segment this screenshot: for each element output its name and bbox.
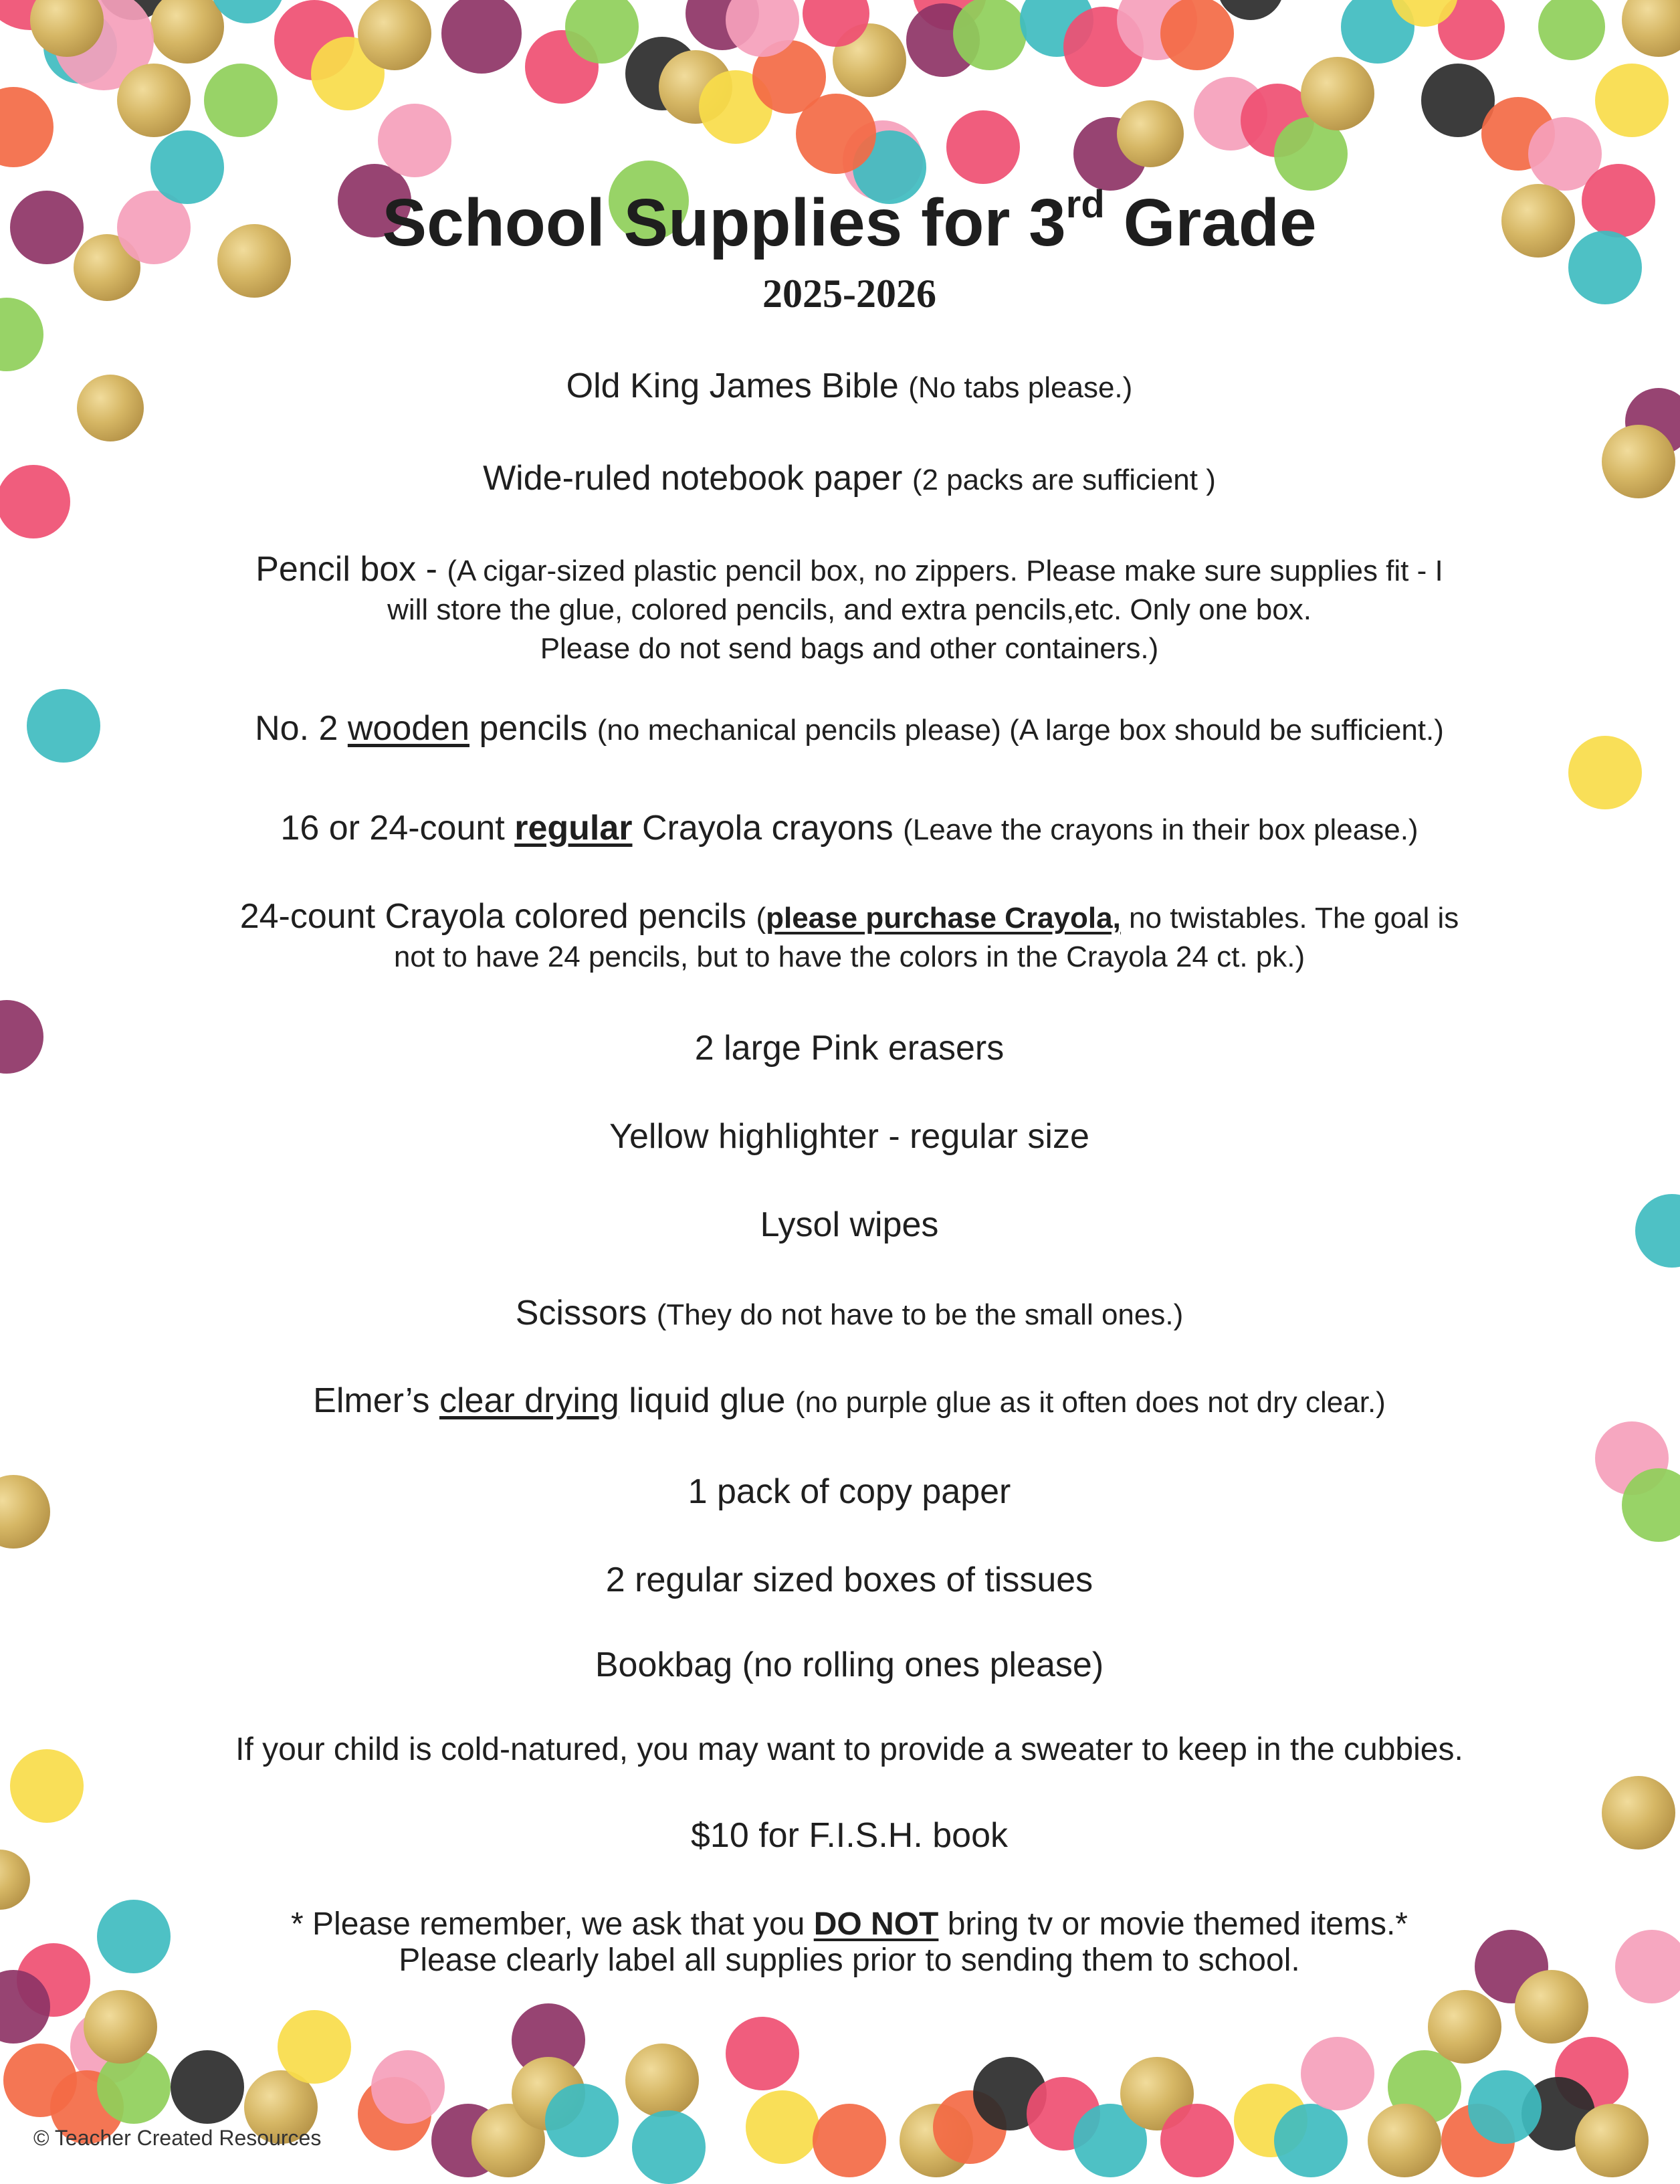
orange-dot (0, 87, 54, 167)
gold-glitter-dot (1602, 1776, 1675, 1850)
list-item-tissues: 2 regular sized boxes of tissues (605, 1561, 1093, 1599)
yellow-dot (10, 1749, 84, 1823)
gold-glitter-dot (77, 375, 144, 441)
charcoal-dot (171, 2050, 244, 2124)
teal-dot (27, 689, 100, 763)
pink-dot (946, 110, 1020, 184)
gold-glitter-dot (1117, 100, 1184, 167)
school-year: 2025-2026 (762, 272, 936, 316)
gold-glitter-dot (84, 1990, 157, 2064)
orange-dot (813, 2104, 886, 2177)
light-pink-dot (371, 2050, 445, 2124)
list-item-copy-paper: 1 pack of copy paper (688, 1472, 1011, 1511)
teal-dot (1274, 2104, 1348, 2177)
gold-glitter-dot (1428, 1990, 1501, 2064)
list-item-crayons: 16 or 24-count regular Crayola crayons (Leave the crayons in their box please.) (280, 809, 1419, 848)
pink-dot (0, 465, 70, 538)
yellow-dot (746, 2090, 819, 2164)
teal-dot (1568, 231, 1642, 304)
plum-dot (0, 1000, 43, 1074)
teal-dot (632, 2110, 706, 2184)
list-item-fish-book: $10 for F.I.S.H. book (690, 1816, 1009, 1855)
light-pink-dot (1615, 1930, 1680, 2003)
green-dot (204, 64, 278, 137)
page-title: School Supplies for 3rd Grade (382, 183, 1317, 260)
list-item-sweater: If your child is cold-natured, you may want to provide a sweater to keep in the cubbies. (235, 1732, 1463, 1767)
list-item-bookbag: Bookbag (no rolling ones please) (595, 1646, 1104, 1684)
plum-dot (10, 191, 84, 264)
list-item-colored-pencils: 24-count Crayola colored pencils (please purchase Crayola, no twistables. The goal is not to have 24 pencils, but to have the colors in the Crayola 24 ct. pk.) (239, 897, 1459, 974)
gold-glitter-dot (1622, 0, 1680, 57)
teal-dot (545, 2084, 619, 2157)
green-dot (953, 0, 1027, 70)
teal-dot (1635, 1194, 1680, 1268)
gold-glitter-dot (1575, 2104, 1649, 2177)
green-dot (1538, 0, 1605, 60)
green-dot (0, 298, 43, 371)
gold-glitter-dot (625, 2044, 699, 2117)
list-item-lysol-wipes: Lysol wipes (760, 1205, 939, 1244)
teal-dot (1468, 2070, 1542, 2144)
gold-glitter-dot (0, 1475, 50, 1549)
plum-dot (441, 0, 522, 74)
yellow-dot (1595, 64, 1669, 137)
reminder-note: * Please remember, we ask that you DO NOT bring tv or movie themed items.* Please clearly label all supplies prior to sending them to school. (291, 1906, 1408, 1978)
gold-glitter-dot (1301, 57, 1374, 130)
orange-dot (796, 94, 876, 174)
list-item-bible: Old King James Bible (No tabs please.) (566, 367, 1133, 405)
yellow-dot (1568, 736, 1642, 809)
orange-dot (1160, 0, 1234, 70)
list-item-scissors: Scissors (They do not have to be the small ones.) (515, 1294, 1184, 1332)
list-item-notebook-paper: Wide-ruled notebook paper (2 packs are sufficient ) (483, 459, 1216, 498)
yellow-dot (278, 2010, 351, 2084)
light-pink-dot (378, 104, 451, 177)
list-item-pencil-box: Pencil box - (A cigar-sized plastic pencil box, no zippers. Please make sure supplies fit - I will store the glue, colored pencils, and extra pencils,etc. Only one box. Please do not send bags and other containers.) (255, 550, 1443, 666)
copyright-footer: © Teacher Created Resources (33, 2126, 322, 2150)
list-item-erasers: 2 large Pink erasers (694, 1029, 1005, 1068)
list-item-highlighter: Yellow highlighter - regular size (609, 1117, 1089, 1156)
gold-glitter-dot (1515, 1970, 1588, 2044)
pink-dot (1582, 164, 1655, 237)
gold-glitter-dot (150, 0, 224, 64)
gold-glitter-dot (358, 0, 431, 70)
light-pink-dot (1301, 2037, 1374, 2110)
gold-glitter-dot (0, 1850, 30, 1910)
pink-dot (1160, 2104, 1234, 2177)
list-item-pencils: No. 2 wooden pencils (no mechanical pencils please) (A large box should be sufficient.) (255, 709, 1444, 748)
gold-glitter-dot (1602, 425, 1675, 498)
pink-dot (726, 2017, 799, 2090)
gold-glitter-dot (117, 64, 191, 137)
list-item-glue: Elmer’s clear drying liquid glue (no purple glue as it often does not dry clear.) (313, 1381, 1386, 1420)
gold-glitter-dot (1368, 2104, 1441, 2177)
